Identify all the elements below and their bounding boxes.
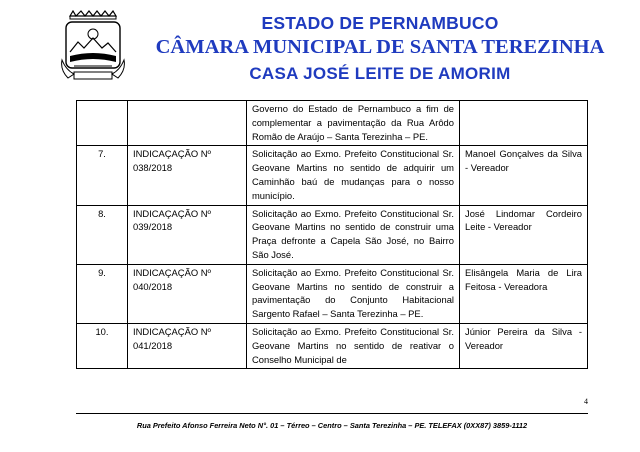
indication-ref (128, 101, 247, 146)
table-row (77, 323, 588, 368)
indication-author: José Lindomar Cordeiro Leite - Vereador (460, 205, 588, 264)
row-number (77, 101, 128, 146)
header-house-title: CASA JOSÉ LEITE DE AMORIM (249, 64, 511, 83)
indications-table (76, 100, 588, 369)
indication-author (460, 101, 588, 146)
row-number: 9. (77, 264, 128, 323)
table-row (77, 264, 588, 323)
row-number: 8. (77, 205, 128, 264)
indication-text: Solicitação ao Exmo. Prefeito Constitucional Sr. Geovane Martins no sentido de construir a pavimentação do Conjunto Habitacional Sargento Rafael – Santa Terezinha – PE. (247, 264, 460, 323)
row-number: 10. (77, 323, 128, 368)
indication-author: Elisângela Maria de Lira Feitosa - Vereadora (460, 264, 588, 323)
table-row (77, 205, 588, 264)
indication-text: Solicitação ao Exmo. Prefeito Constitucional Sr. Geovane Martins no sentido de adquirir um Caminhão baú de mudanças para o nosso município. (247, 146, 460, 205)
indication-text: Governo do Estado de Pernambuco a fim de complementar a pavimentação da Rua Arôdo Romão de Araújo – Santa Terezinha – PE. (247, 101, 460, 146)
footer-address: Rua Prefeito Afonso Ferreira Neto N°. 01 – Térreo – Centro – Santa Terezinha – PE. TELEFAX (0XX87) 3859-1112 (136, 421, 528, 430)
indication-ref: INDICAÇAÇÃO Nº 039/2018 (128, 205, 247, 264)
indication-text: Solicitação ao Exmo. Prefeito Constitucional Sr. Geovane Martins no sentido de reativar o Conselho Municipal de (247, 323, 460, 368)
header-state-title: ESTADO DE PERNAMBUCO (261, 13, 499, 33)
table-row (77, 146, 588, 205)
indication-author: Manoel Gonçalves da Silva - Vereador (460, 146, 588, 205)
indication-text: Solicitação ao Exmo. Prefeito Constitucional Sr. Geovane Martins no sentido de construir uma Praça defronte a Capela São José, no Bairro São José. (247, 205, 460, 264)
row-number: 7. (77, 146, 128, 205)
indication-ref: INDICAÇAÇÃO Nº 040/2018 (128, 264, 247, 323)
indication-ref: INDICAÇAÇÃO Nº 041/2018 (128, 323, 247, 368)
header-chamber-title: CÂMARA MUNICIPAL DE SANTA TEREZINHA (155, 36, 605, 58)
footer-divider (76, 413, 588, 414)
page-number: 4 (584, 397, 588, 406)
coat-of-arms-icon (60, 10, 126, 82)
table-row (77, 101, 588, 146)
indication-author: Júnior Pereira da Silva - Vereador (460, 323, 588, 368)
indication-ref: INDICAÇAÇÃO Nº 038/2018 (128, 146, 247, 205)
